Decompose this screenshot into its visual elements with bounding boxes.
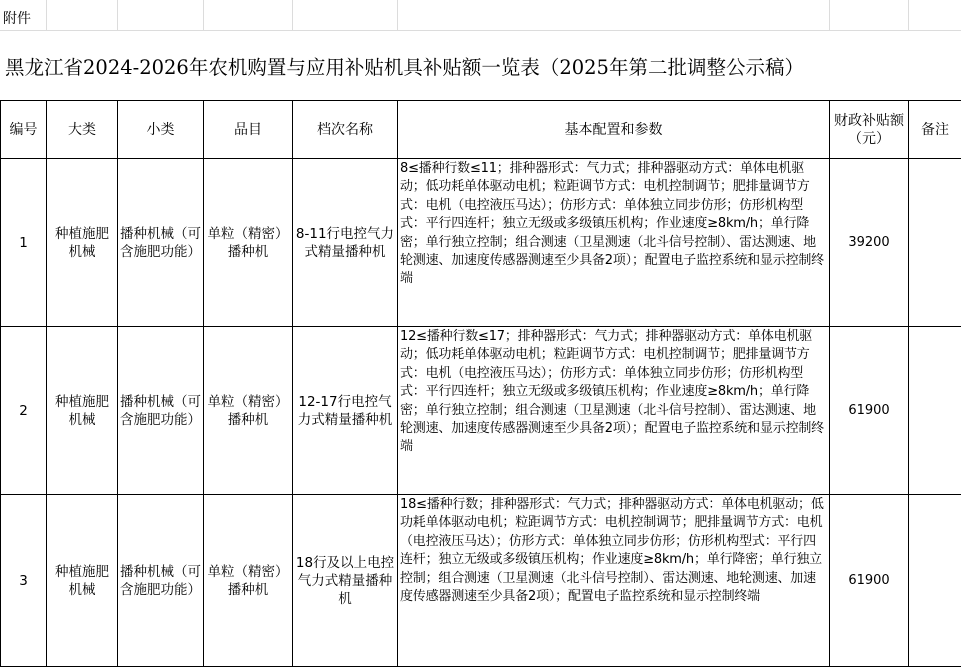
cell-remark: [909, 327, 961, 495]
cell-item: 单粒（精密）播种机: [204, 159, 293, 327]
grid-line: [203, 0, 204, 30]
header-category: 大类: [47, 101, 118, 159]
cell-no: 3: [1, 495, 47, 667]
cell-subcategory: 播种机械（可含施肥功能）: [118, 495, 204, 667]
header-config: 基本配置和参数: [398, 101, 830, 159]
header-subsidy: 财政补贴额（元）: [830, 101, 909, 159]
spreadsheet-grid: [0, 0, 961, 100]
cell-category: 种植施肥机械: [47, 159, 118, 327]
grid-line: [292, 0, 293, 30]
cell-config: 18≤播种行数；排种器形式：气力式；排种器驱动方式：单体电机驱动；低功耗单体驱动电机；粒距调节方式：电机控制调节；肥排量调节方式：电机（电控液压马达）；仿形方式：单体独立同步仿形；仿形机构型式：平行四连杆；独立无级或多级镇压机构；作业速度≥8km/h；单行降密；单行独立控制；组合测速（卫星测速（北斗信号控制）、雷达测速、地轮测速、加速度传感器测速至少具备2项）；配置电子监控系统和显示控制终端: [398, 495, 830, 667]
cell-grade-name: 18行及以上电控气力式精量播种机: [293, 495, 398, 667]
header-remark: 备注: [909, 101, 961, 159]
header-grade-name: 档次名称: [293, 101, 398, 159]
cell-item: 单粒（精密）播种机: [204, 495, 293, 667]
page-title: 黑龙江省2024-2026年农机购置与应用补贴机具补贴额一览表（2025年第二批调整公示稿）: [5, 54, 960, 82]
grid-line: [397, 0, 398, 30]
grid-line: [0, 30, 961, 31]
grid-line: [117, 0, 118, 30]
cell-grade-name: 8-11行电控气力式精量播种机: [293, 159, 398, 327]
cell-subsidy: 39200: [830, 159, 909, 327]
header-subcategory: 小类: [118, 101, 204, 159]
table-row: [1, 159, 961, 327]
cell-category: 种植施肥机械: [47, 327, 118, 495]
cell-subsidy: 61900: [830, 327, 909, 495]
cell-remark: [909, 495, 961, 667]
table-row: [1, 495, 961, 667]
cell-subsidy: 61900: [830, 495, 909, 667]
subsidy-table: [0, 100, 961, 667]
cell-category: 种植施肥机械: [47, 495, 118, 667]
cell-remark: [909, 159, 961, 327]
cell-no: 1: [1, 159, 47, 327]
header-item: 品目: [204, 101, 293, 159]
cell-config: 12≤播种行数≤17；排种器形式：气力式；排种器驱动方式：单体电机驱动；低功耗单体驱动电机；粒距调节方式：电机控制调节；肥排量调节方式：电机（电控液压马达）；仿形方式：单体独立同步仿形；仿形机构型式：平行四连杆；独立无级或多级镇压机构；作业速度≥8km/h；单行降密；单行独立控制；组合测速（卫星测速（北斗信号控制）、雷达测速、地轮测速、加速度传感器测速至少具备2项）；配置电子监控系统和显示控制终端: [398, 327, 830, 495]
grid-line: [829, 0, 830, 30]
cell-item: 单粒（精密）播种机: [204, 327, 293, 495]
cell-subcategory: 播种机械（可含施肥功能）: [118, 327, 204, 495]
header-row: [1, 101, 961, 159]
cell-subcategory: 播种机械（可含施肥功能）: [118, 159, 204, 327]
cell-no: 2: [1, 327, 47, 495]
cell-grade-name: 12-17行电控气力式精量播种机: [293, 327, 398, 495]
cell-config: 8≤播种行数≤11；排种器形式：气力式；排种器驱动方式：单体电机驱动；低功耗单体驱动电机；粒距调节方式：电机控制调节；肥排量调节方式：电机（电控液压马达）；仿形方式：单体独立同步仿形；仿形机构型式：平行四连杆；独立无级或多级镇压机构；作业速度≥8km/h；单行降密；单行独立控制；组合测速（卫星测速（北斗信号控制）、雷达测速、地轮测速、加速度传感器测速至少具备2项）；配置电子监控系统和显示控制终端: [398, 159, 830, 327]
header-no: 编号: [1, 101, 47, 159]
grid-line: [46, 0, 47, 30]
attachment-label: 附件: [3, 10, 31, 28]
table-row: [1, 327, 961, 495]
grid-line: [908, 0, 909, 30]
